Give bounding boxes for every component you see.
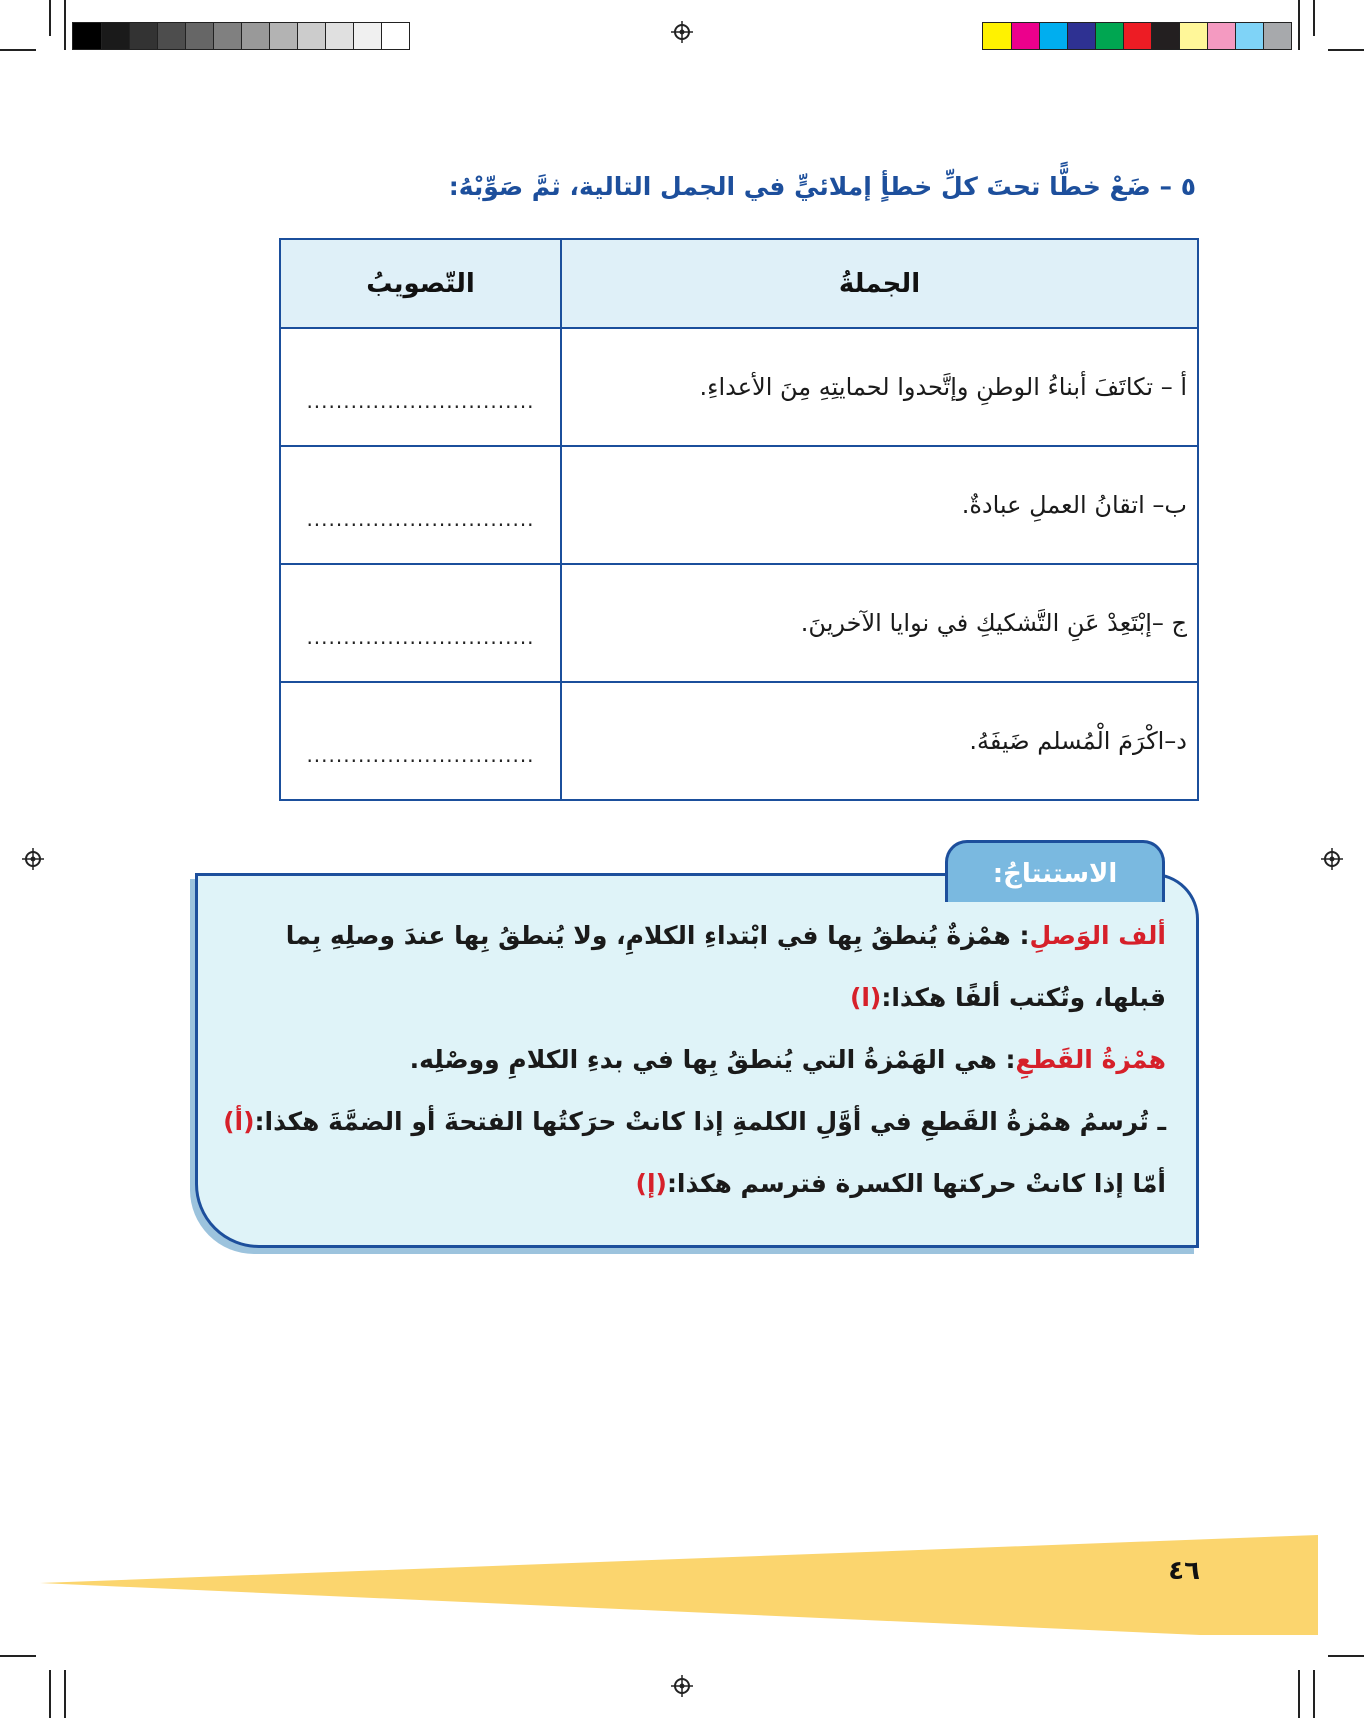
calibration-swatch <box>1151 23 1179 49</box>
calibration-swatch <box>1095 23 1123 49</box>
calibration-swatch <box>297 23 325 49</box>
exercise-table <box>279 238 1199 801</box>
calibration-swatch <box>1123 23 1151 49</box>
column-header-sentence: الجملةُ <box>561 239 1198 328</box>
correction-answer-field[interactable]: ............................... <box>280 564 561 682</box>
calibration-swatch <box>1067 23 1095 49</box>
sentence-cell: ج –إبْتَعِدْ عَنِ التَّشكيكِ في نوايا الآخرينَ. <box>561 564 1198 682</box>
calibration-swatch <box>1263 23 1291 49</box>
conclusion-tab-label: الاستنتاجُ: <box>945 840 1165 902</box>
crop-mark <box>64 1670 66 1718</box>
calibration-swatch <box>157 23 185 49</box>
calibration-swatch <box>129 23 157 49</box>
correction-answer-field[interactable]: ............................... <box>280 328 561 446</box>
conclusion-paragraph-wasl <box>206 905 1166 1029</box>
calibration-swatch <box>269 23 297 49</box>
crop-mark <box>1298 0 1300 50</box>
calibration-swatch <box>213 23 241 49</box>
table-header-row <box>280 239 1198 328</box>
conclusion-paragraph-rule <box>206 1091 1166 1215</box>
correction-answer-field[interactable]: ............................... <box>280 446 561 564</box>
crop-mark <box>0 49 36 51</box>
crop-mark <box>0 1655 36 1657</box>
definition-text: : هي الهَمْزةُ التي يُنطقُ بِها في بدءِ الكلامِ ووصْلِه. <box>409 1045 1016 1074</box>
crop-mark <box>1328 1655 1364 1657</box>
color-calibration-strip <box>982 22 1292 50</box>
calibration-swatch <box>185 23 213 49</box>
calibration-swatch <box>983 23 1011 49</box>
column-header-correction: التّصويبُ <box>280 239 561 328</box>
term-hamzat-qat: همْزةُ القَطعِ <box>1015 1045 1166 1074</box>
correction-answer-field[interactable]: ............................... <box>280 682 561 800</box>
crop-mark <box>1313 0 1315 36</box>
sentence-cell: أ – تكاتَفَ أبناءُ الوطنِ وإتَّحدوا لحمايتِهِ مِنَ الأعداءِ. <box>561 328 1198 446</box>
exercise-title: ٥ – ضَعْ خطًّا تحتَ كلِّ خطأٍ إملائيٍّ في الجمل التالية، ثمَّ صَوِّبْهُ: <box>448 172 1196 201</box>
calibration-swatch <box>353 23 381 49</box>
calibration-swatch <box>1039 23 1067 49</box>
conclusion-paragraph-qat <box>206 1029 1166 1091</box>
calibration-swatch <box>1011 23 1039 49</box>
symbol-hamza-below: (إ) <box>635 1169 667 1198</box>
conclusion-text <box>206 905 1166 1215</box>
calibration-swatch <box>1207 23 1235 49</box>
crop-mark <box>1328 49 1364 51</box>
rule-text: أمّا إذا كانتْ حركتها الكسرة فترسم هكذا: <box>666 1169 1166 1198</box>
symbol-alif: (ا) <box>849 983 882 1012</box>
crop-mark <box>49 0 51 36</box>
registration-mark-icon <box>671 21 693 43</box>
calibration-swatch <box>1179 23 1207 49</box>
crop-mark <box>1313 1670 1315 1718</box>
footer-yellow-band <box>0 1525 1364 1635</box>
table-row <box>280 446 1198 564</box>
crop-mark <box>49 1670 51 1718</box>
definition-text: : همْزةٌ يُنطقُ بِها في ابْتداءِ الكلامِ، ولا يُنطقُ بِها عندَ وصلِهِ بِما قبلها، وتُكتب ألفًا هكذا: <box>285 921 1166 1012</box>
registration-mark-icon <box>1321 848 1343 870</box>
page-number: ٤٦ <box>1168 1556 1200 1586</box>
registration-mark-icon <box>671 1675 693 1697</box>
grayscale-calibration-strip <box>72 22 410 50</box>
calibration-swatch <box>325 23 353 49</box>
calibration-swatch <box>101 23 129 49</box>
calibration-swatch <box>241 23 269 49</box>
sentence-cell: ب– اتقانُ العملِ عبادةٌ. <box>561 446 1198 564</box>
sentence-cell: د–اكْرَمَ الْمُسلم ضَيفَهُ. <box>561 682 1198 800</box>
term-alif-wasl: ألف الوَصلِ <box>1029 921 1166 950</box>
symbol-hamza-above: (أ) <box>223 1107 255 1136</box>
registration-mark-icon <box>22 848 44 870</box>
table-row <box>280 328 1198 446</box>
calibration-swatch <box>1235 23 1263 49</box>
crop-mark <box>1298 1670 1300 1718</box>
calibration-swatch <box>381 23 409 49</box>
crop-mark <box>64 0 66 50</box>
calibration-swatch <box>73 23 101 49</box>
rule-text: ـ تُرسمُ همْزةُ القَطعِ في أوَّلِ الكلمةِ إذا كانتْ حرَكتُها الفتحةَ أو الضمَّةَ هكذا: <box>254 1107 1166 1136</box>
table-row <box>280 564 1198 682</box>
table-row <box>280 682 1198 800</box>
